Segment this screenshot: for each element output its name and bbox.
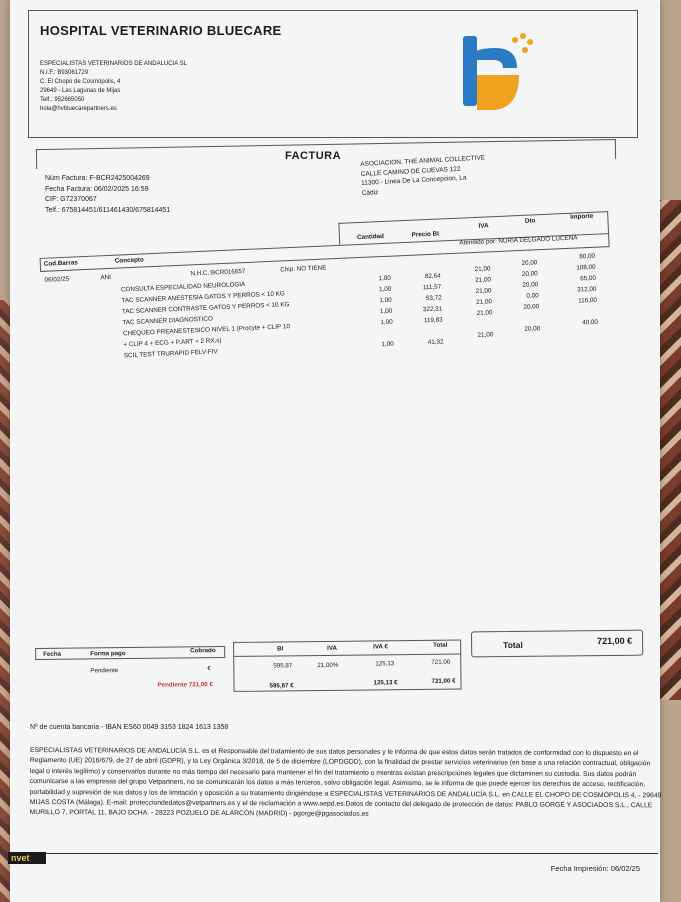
totals-iva-value: 21,00% [317,661,339,670]
line-price: 119,83 [423,316,443,325]
col-qty: Cantidad [356,232,385,242]
line-qty: 1,00 [378,274,391,283]
line-iva: 21,00 [475,287,492,295]
invoice-info [45,174,295,216]
corner-badge: nvet [8,852,46,864]
totals-sum-iva-eur: 125,13 € [373,679,398,687]
line-qty: 1,00 [378,285,392,294]
client-province: Cádiz [361,188,379,197]
line-desc: TAC SCANNER CONTRASTE GATOS Y PERROS < 10 KG [121,301,290,316]
company-nif: N.I.F.: B93061729 [40,70,89,76]
totals-section [35,630,650,690]
line-dto: 0,00 [526,292,539,300]
line-iva: 21,00 [476,309,493,317]
line-desc: CHEQUEO PREANESTESICO NIVEL 1 (Procyte + CLIP 10 [122,323,291,338]
company-details [40,60,250,114]
line-qty [363,330,393,331]
col-barcode: Cod.Barras [43,259,78,268]
line-date: 06/02/25 [44,275,70,284]
line-iva: 21,00 [476,298,493,306]
invoice-paper [10,0,660,902]
line-desc: TAC SCANNER DIAGNOSTICO [122,315,214,327]
totals-sum-bi: 595,87 € [269,682,294,690]
totals-col-paid: Cobrado [190,647,216,655]
col-price: Precio BI [411,230,440,239]
totals-bi-value: 595,87 [273,662,293,670]
totals-col-bi: BI [277,645,284,653]
line-iva: 21,00 [475,276,492,284]
totals-iva-eur-value: 125,13 [375,660,395,668]
line-desc: + CLIP 4 + ECG + P.ART + 2 RX,s) [123,337,222,349]
col-amount: Importe [570,212,594,221]
line-iva: 21,00 [474,265,491,273]
hospital-name: HOSPITAL VETERINARIO BLUECARE [40,23,282,38]
col-iva: IVA [478,222,489,230]
totals-pending-amount: Pendiente 721,00 € [157,681,213,689]
totals-total-value: 721,00 [431,658,451,666]
line-desc: CONSULTA ESPECIALIDAD NEUROLOGIA [120,281,246,294]
client-city: 11300 - Linea De La Concepcion, La [361,174,467,187]
company-email: hola@hvbluecarepartners.es [40,106,117,112]
bluecare-b-logo-icon [455,30,565,120]
totals-col-iva: IVA [327,644,338,652]
line-dto: 20,00 [522,281,539,289]
totals-col-payment: Forma pago [90,650,126,658]
invoice-number: Núm Factura: F-BCR2425004269 [45,175,150,182]
totals-col-iva-eur: IVA € [373,643,388,651]
line-amount: 40,00 [581,318,599,327]
line-desc: SCIL TEST TRURAPID FELV-FIV [123,348,218,360]
invoice-phones: Telf.: 675814451/611461430/675814451 [45,206,171,214]
line-amount: 312,00 [577,285,597,294]
attended-by: Atendido por: NURIA DELGADO LUCENA [459,234,578,247]
totals-col-date: Fecha [43,650,62,658]
patient-animal: ANI [100,273,112,282]
line-dto: 20,00 [521,270,538,278]
line-price: 82,64 [424,272,441,281]
line-dto: 20,00 [523,303,540,311]
legal-notice: ESPECIALISTAS VETERINARIOS DE ANDALUCÍA S.L. es el Responsable del tratamiento de sus datos personales y le informa de que estos datos serán tratados de conformidad con lo dispuesto en el Reglamento (UE) 2016/679, de 27 de abril (GDPR), y la Ley Orgánica 3/2018, de 5 de diciembre (LOPDGDD), con la finalidad de prestar servicios veterinarios (en base a una relación contractual, obligación legal o interés legítimo) y conservarlos durante no más tiempo del necesario para mantener el fin del tratamiento o mientras existan prescripciones legales que dictaminen su custodia. Sus datos podrán comunicarse a las empresas del grupo Vetpartners, no se comunicarán los datos a más terceros, salvo obligación legal. Asimismo, se le informa de que puede ejercer los derechos de acceso, rectificación, portabilidad y supresión de sus datos y los de limitación y oposición a su tratamiento dirigiéndose a ESPECIALISTAS VETERINARIOS DE ANDALUCÍA S.L. en CALLE EL CHOPO DE COSMÓPOLIS 4, - 29649 MIJAS COSTA (Málaga). E-mail: protecciondedatos@vetpartners.es y el de reclamación a www.aepd.es.Datos de contacto del delegado de protección de datos: PABLO GORGÉ Y ASOCIADOS S.L., CALLE MURILLO 7, PORTAL 11, BAJO DCHA. - 28223 POZUELO DE ALARCÓN (MADRID) - pgorge@pgasociados.es [29,747,662,819]
invoice-date: Fecha Factura: 06/02/2025 16:59 [45,185,149,193]
patient-chip: Chip: NO TIENE [280,264,327,274]
client-street: CALLE CAMINO DE CUEVAS 122 [360,165,461,178]
totals-col-total: Total [433,641,448,649]
client-name: ASOCIACION. THE ANIMAL COLLECTIVE [360,154,486,168]
company-address1: C. El Chopo de Cosmópolis, 4 [40,79,121,85]
patient-hc: N.H.C.:BCR016657 [190,268,246,278]
line-price: 53,72 [425,294,442,303]
grand-total-value: 721,00 € [597,635,633,647]
footer-divider [30,853,658,854]
line-qty: 1,00 [381,340,394,349]
line-price: 41,32 [427,338,444,347]
line-amount: 116,00 [578,296,598,305]
line-dto: 20,00 [521,259,538,267]
company-phone: Telf.: 952665050 [40,97,85,103]
line-qty: 1,00 [379,307,393,316]
line-amount: 108,00 [576,263,596,272]
invoice-cif: CIF: G72370067 [45,196,97,203]
line-qty: 1,00 [379,296,392,305]
totals-sum-total: 721,00 € [431,677,456,685]
col-dto: Dto [524,217,536,225]
bank-account: Nº de cuenta bancaria - IBAN ES60 0049 3153 1824 1613 1358 [30,724,229,731]
line-qty: 1,00 [380,318,393,327]
line-iva: 21,00 [477,331,494,339]
line-amount: 80,00 [579,252,596,261]
client-info [360,151,542,198]
line-price: 111,57 [422,283,442,292]
invoice-title: FACTURA [285,150,342,162]
company-address2: 29649 - Las Lagunas de Mijas [40,88,121,94]
totals-paid-value: € [207,665,211,673]
line-dto: 20,00 [524,325,541,333]
totals-mid-border [233,640,462,692]
line-amount: 65,00 [580,274,597,283]
col-concept: Concepto [114,256,144,265]
grand-total-label: Total [503,639,523,651]
totals-pending-label: Pendiente [90,667,119,675]
print-date: Fecha Impresión: 06/02/25 [550,864,640,873]
company-name: ESPECIALISTAS VETERINARIOS DE ANDALUCIA SL [40,61,187,67]
line-desc: TAC SCANNER ANESTESIA GATOS Y PERROS < 10 KG [121,290,285,305]
line-price: 322,31 [422,305,443,314]
